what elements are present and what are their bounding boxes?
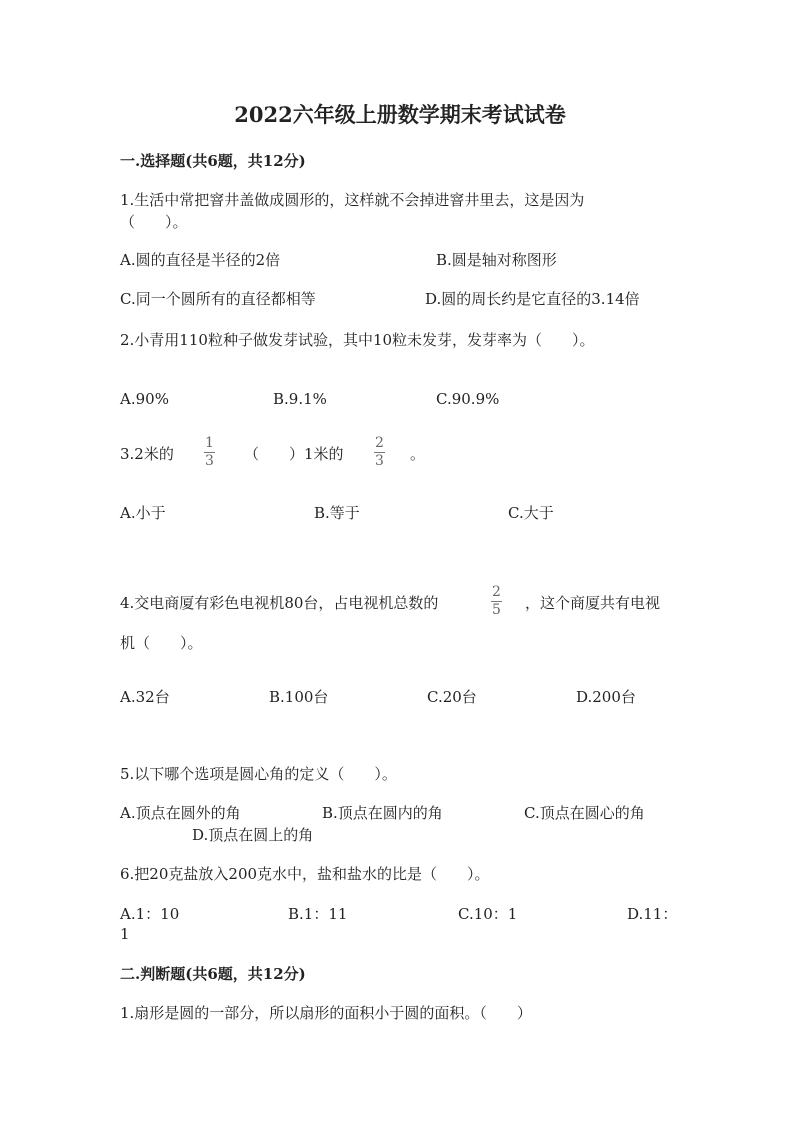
page-title: 2022六年级上册数学期末考试试卷	[234, 102, 566, 127]
question-1-option-c: C.同一个圆所有的直径都相等	[120, 290, 316, 308]
question-3-option-b: B.等于	[314, 504, 360, 522]
question-4-fraction	[491, 585, 502, 618]
fraction-numerator: 1	[205, 435, 214, 451]
question-6-option-d: D.11：	[627, 905, 678, 923]
question-2-option-b: B.9.1%	[273, 390, 327, 408]
question-4-option-b: B.100台	[269, 688, 329, 706]
question-3-fraction-1	[204, 436, 215, 469]
question-4-stem-part2: ，这个商厦共有电视	[525, 594, 661, 612]
question-5-option-b: B.顶点在圆内的角	[322, 804, 443, 822]
question-1-option-d: D.圆的周长约是它直径的3.14倍	[425, 290, 640, 308]
fraction-denominator: 5	[492, 602, 501, 618]
question-5-stem: 5.以下哪个选项是圆心角的定义（ ）。	[120, 765, 397, 783]
question-1-stem: 1.生活中常把窨井盖做成圆形的，这样就不会掉进窨井里去，这是因为	[120, 191, 585, 209]
question-3-option-c: C.大于	[508, 504, 554, 522]
question-5-option-c: C.顶点在圆心的角	[524, 804, 645, 822]
question-2-option-c: C.90.9%	[436, 390, 500, 408]
question-3-stem-part3: 。	[410, 445, 426, 463]
question-3-stem-part2: （ ）1米的	[244, 445, 344, 463]
question-5-option-d: D.顶点在圆上的角	[192, 826, 314, 844]
question-1-option-b: B.圆是轴对称图形	[436, 251, 557, 269]
question-2-option-a: A.90%	[120, 390, 169, 408]
question-6-option-a: A.1：10	[120, 905, 180, 923]
question-6-stem: 6.把20克盐放入200克水中，盐和盐水的比是（ ）。	[120, 865, 490, 883]
fraction-numerator: 2	[375, 435, 384, 451]
section-heading-judgement: 二.判断题(共6题，共12分)	[120, 965, 306, 983]
fraction-denominator: 3	[375, 453, 384, 469]
question-4-option-d: D.200台	[576, 688, 636, 706]
question-6-option-b: B.1：11	[288, 905, 348, 923]
section-heading-choice: 一.选择题(共6题，共12分)	[120, 152, 306, 170]
question-3-stem-part1: 3.2米的	[120, 445, 174, 463]
question-3-fraction-2	[374, 436, 385, 469]
question-2-stem: 2.小青用110粒种子做发芽试验，其中10粒未发芽，发芽率为（ ）。	[120, 331, 595, 349]
question-4-stem-line2: 机（ ）。	[120, 634, 203, 652]
question-1-option-a: A.圆的直径是半径的2倍	[120, 251, 281, 269]
fraction-numerator: 2	[492, 584, 501, 600]
question-5-option-a: A.顶点在圆外的角	[120, 804, 241, 822]
question-4-stem-part1: 4.交电商厦有彩色电视机80台，占电视机总数的	[120, 594, 439, 612]
fraction-denominator: 3	[205, 453, 214, 469]
question-3-option-a: A.小于	[120, 504, 166, 522]
question-4-option-a: A.32台	[120, 688, 170, 706]
judgement-1-stem: 1.扇形是圆的一部分，所以扇形的面积小于圆的面积。（ ）	[120, 1004, 532, 1022]
question-4-option-c: C.20台	[427, 688, 477, 706]
question-1-stem-continued: （ ）。	[120, 213, 188, 231]
question-6-option-d-wrap: 1	[120, 925, 130, 943]
question-6-option-c: C.10：1	[458, 905, 518, 923]
